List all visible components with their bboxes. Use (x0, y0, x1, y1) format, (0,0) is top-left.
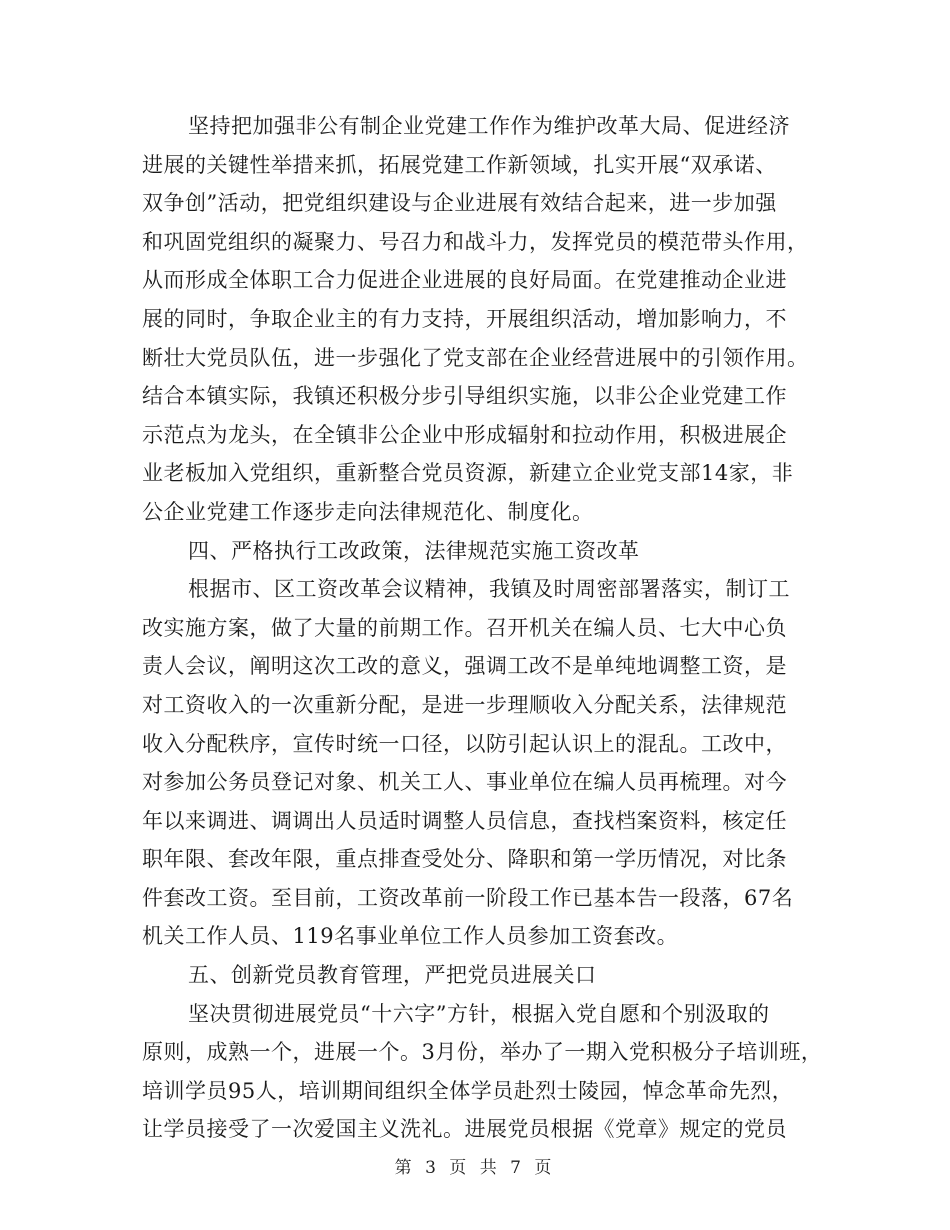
text-line: 件套改工资。至目前，工资改革前一阶段工作已基本告一段落，67名 (142, 885, 794, 910)
text-line: 示范点为龙头，在全镇非公企业中形成辐射和拉动作用，积极进展企 (142, 422, 787, 447)
text-line: 收入分配秩序，宣传时统一口径，以防引起认识上的混乱。工改中， (142, 731, 787, 756)
text-line: 培训学员95人，培训期间组织全体学员赴烈士陵园，悼念革命先烈， (142, 1078, 794, 1103)
text-line: 根据市、区工资改革会议精神，我镇及时周密部署落实，制订工 (188, 577, 790, 602)
text-line: 从而形成全体职工合力促进企业进展的良好局面。在党建推动企业进 (142, 268, 787, 293)
text-line: 坚持把加强非公有制企业党建工作作为维护改革大局、促进经济 (188, 114, 790, 138)
text-line: 机关工作人员、119名事业单位工作人员参加工资套改。 (142, 924, 679, 949)
text-line: 五、创新党员教育管理，严把党员进展关口 (188, 963, 597, 988)
text-line: 改实施方案，做了大量的前期工作。召开机关在编人员、七大中心负 (142, 615, 787, 640)
text-line: 年以来调进、调调出人员适时调整人员信息，查找档案资料，核定任 (142, 808, 787, 833)
text-line: 坚决贯彻进展党员“十六字”方针，根据入党自愿和个别汲取的 (188, 1001, 770, 1026)
text-line: 双争创”活动，把党组织建设与企业进展有效结合起来，进一步加强 (142, 191, 777, 216)
text-line: 断壮大党员队伍，进一步强化了党支部在企业经营进展中的引领作用。 (142, 345, 809, 370)
text-line: 和巩固党组织的凝聚力、号召力和战斗力，发挥党员的模范带头作用， (142, 229, 809, 254)
text-line: 公企业党建工作逐步走向法律规范化、制度化。 (142, 499, 594, 524)
text-line: 业老板加入党组织，重新整合党员资源，新建立企业党支部14家，非 (142, 461, 794, 486)
text-line: 四、严格执行工改政策，法律规范实施工资改革 (188, 538, 640, 563)
text-line: 职年限、套改年限，重点排查受处分、降职和第一学历情况，对比条 (142, 847, 787, 872)
text-line: 进展的关键性举措来抓，拓展党建工作新领域，扎实开展“双承诺、 (142, 152, 777, 177)
text-line: 对参加公务员登记对象、机关工人、事业单位在编人员再梳理。对今 (142, 770, 787, 795)
text-line: 展的同时，争取企业主的有力支持，开展组织活动，增加影响力，不 (142, 306, 787, 331)
text-line: 原则，成熟一个，进展一个。3月份，举办了一期入党积极分子培训班， (142, 1040, 823, 1065)
text-line: 让学员接受了一次爱国主义洗礼。进展党员根据《党章》规定的党员 (142, 1117, 787, 1142)
page-footer: 第 3 页 共 7 页 (394, 1158, 556, 1178)
text-line: 责人会议，阐明这次工改的意义，强调工改不是单纯地调整工资，是 (142, 654, 787, 679)
text-line: 对工资收入的一次重新分配，是进一步理顺收入分配关系，法律规范 (142, 692, 787, 717)
body-text (142, 107, 832, 1149)
text-line: 结合本镇实际，我镇还积极分步引导组织实施，以非公企业党建工作 (142, 384, 787, 409)
